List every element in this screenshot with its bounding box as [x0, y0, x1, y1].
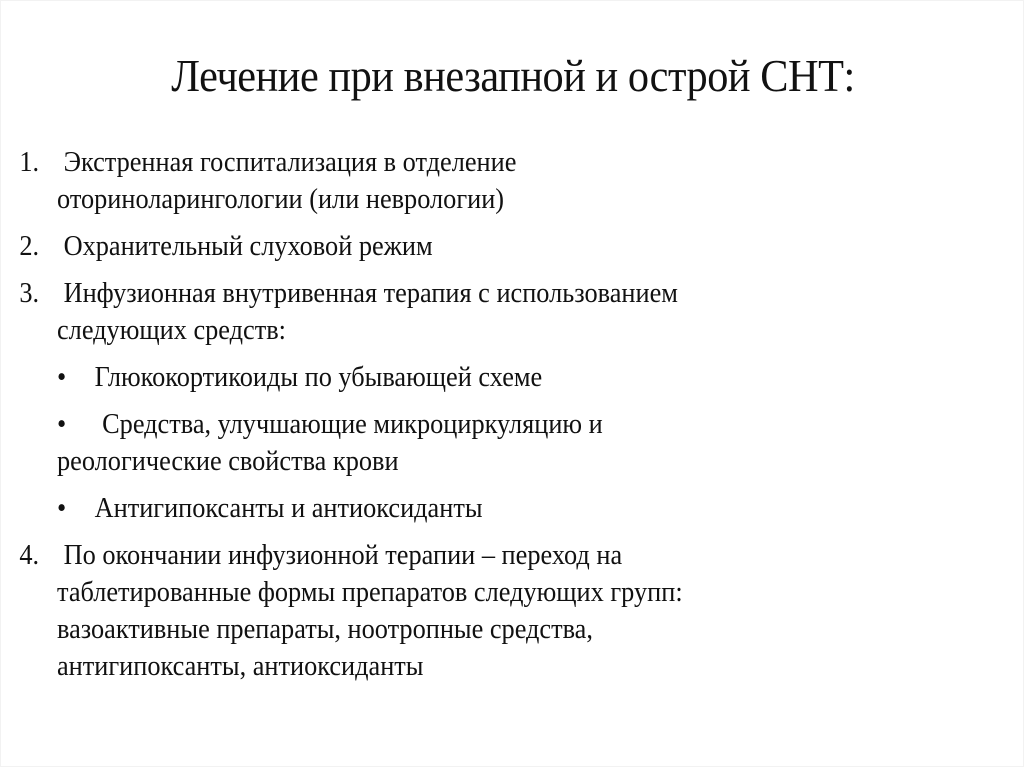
item-text: Средства, улучшающие микроциркуляцию и [102, 409, 603, 440]
item-text-continued: следующих средств: [57, 315, 286, 346]
bullet-item-microcirculation [57, 406, 941, 480]
slide-content [19, 144, 997, 695]
slide-title: Лечение при внезапной и острой СНТ: [171, 50, 855, 101]
item-text: Глюкокортикоиды по убывающей схеме [94, 362, 543, 393]
list-item-1: 1. Экстренная госпитализация в отделение оториноларингологии (или неврологии) [57, 144, 941, 218]
item-text-continued: таблетированные формы препаратов следующих групп: [57, 577, 683, 608]
item-text-continued: реологические свойства крови [57, 446, 399, 477]
bullet-icon: • [57, 362, 67, 393]
item-text: Экстренная госпитализация в отделение [63, 147, 517, 178]
bullet-icon: • [57, 493, 67, 524]
item-text-continued: оториноларингологии (или неврологии) [57, 184, 505, 215]
bullet-item-antihypoxants [57, 490, 941, 527]
item-text: Антигипоксанты и антиоксиданты [94, 493, 483, 524]
item-text-continued: вазоактивные препараты, ноотропные средства, [57, 614, 593, 645]
list-item-2: 2. Охранительный слуховой режим [19, 231, 433, 262]
list-item-3: 3. Инфузионная внутривенная терапия с использованием следующих средств: [57, 275, 941, 349]
list-item-4: 4. По окончании инфузионной терапии – переход на таблетированные формы препаратов следующих групп: вазоактивные препараты, ноотропные средства, антигипоксанты, антиоксиданты [57, 537, 941, 685]
item-text: Охранительный слуховой режим [63, 231, 433, 262]
item-text: По окончании инфузионной терапии – переход на [63, 540, 623, 571]
item-text-continued: антигипоксанты, антиоксиданты [57, 651, 424, 682]
bullet-icon: • [57, 409, 67, 440]
bullet-item-glucocorticoids [57, 359, 941, 396]
item-text: Инфузионная внутривенная терапия с использованием [63, 278, 678, 309]
